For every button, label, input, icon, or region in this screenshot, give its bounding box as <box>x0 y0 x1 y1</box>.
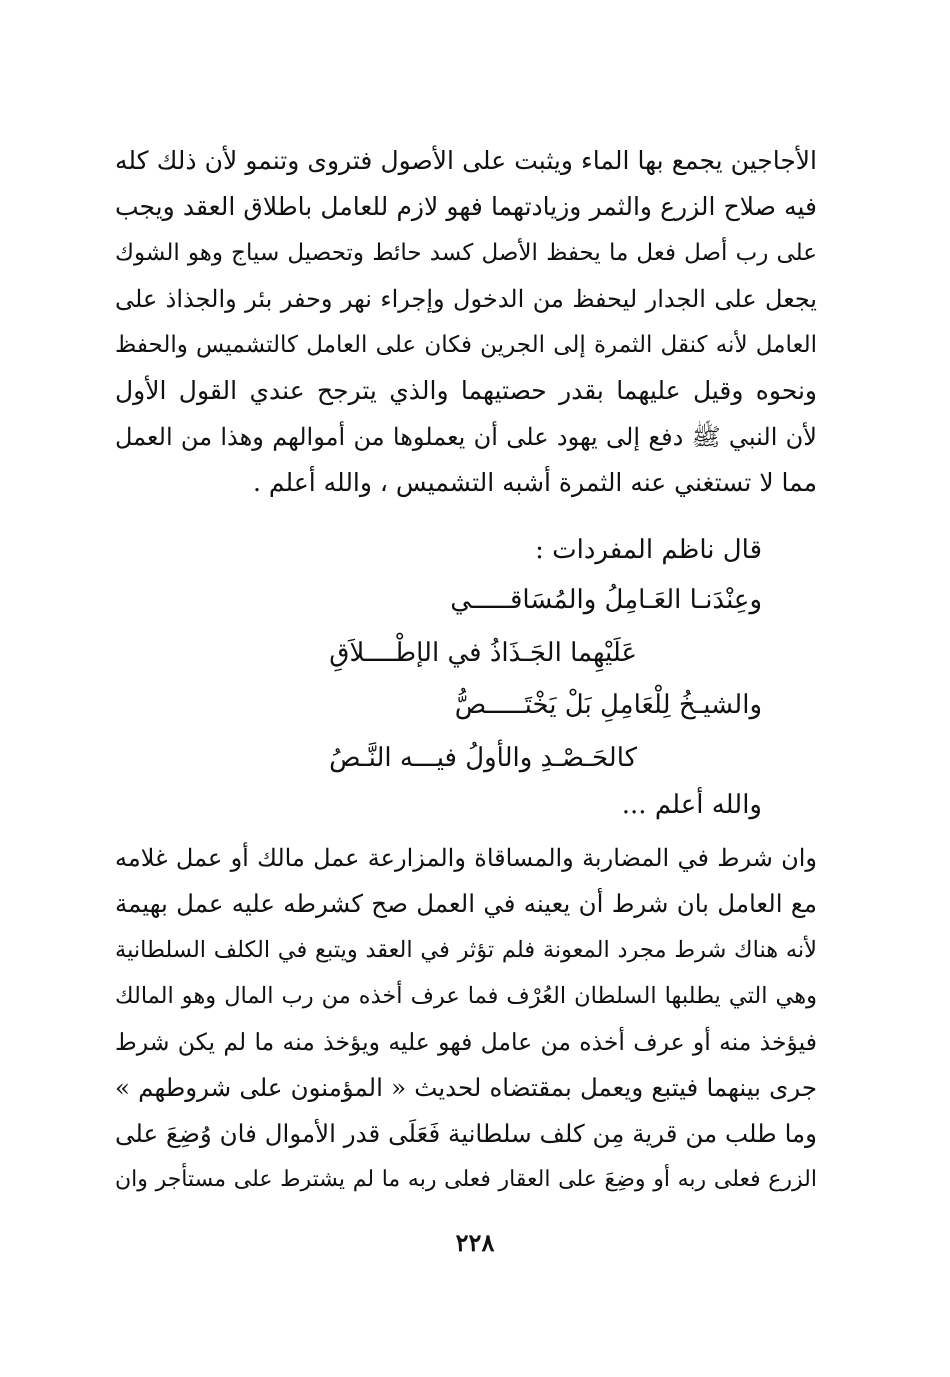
text-line: الأجاجين يجمع بها الماء ويثبت على الأصول فتروى وتنمو لأن ذلك كله <box>115 146 817 175</box>
poem-line: والشيـخُ لِلْعَامِلِ بَلْ يَخْتَـــــصُّ <box>454 690 762 720</box>
poem-line: وعِنْدَنـا العَـامِلُ والمُسَاقـــــي <box>450 585 762 615</box>
text-line: جرى بينهما فيتبع ويعمل بمقتضاه لحديث « المؤمنون على شروطهم » <box>115 1073 817 1102</box>
text-line: العامل لأنه كنقل الثمرة إلى الجرين فكان على العامل كالتشميس والحفظ <box>115 332 817 358</box>
text-line: ونحوه وقيل عليهما بقدر حصتيهما والذي يترجح عندي القول الأول <box>115 376 817 405</box>
text-line: لأنه هناك شرط مجرد المعونة فلم تؤثر في العقد ويتبع في الكلف السلطانية <box>115 937 817 963</box>
text-line: مع العامل بان شرط أن يعينه في العمل صح كشرطه عليه عمل بهيمة <box>115 889 817 918</box>
text-line: مما لا تستغني عنه الثمرة أشبه التشميس ، والله أعلم . <box>253 468 817 497</box>
text-line: وان شرط في المضاربة والمساقاة والمزارعة عمل مالك أو عمل غلامه <box>115 844 817 872</box>
page-number: ٢٢٨ <box>455 1228 495 1257</box>
poem-closing: والله أعلم ... <box>621 790 762 820</box>
text-line: وما طلب من قرية مِن كلف سلطانية فَعَلَى قدر الأموال فان وُضِعَ على <box>115 1119 817 1148</box>
text-line: فيؤخذ منه أو عرف أخذه من عامل فهو عليه ويؤخذ منه ما لم يكن شرط <box>115 1028 817 1056</box>
poem-line: كالحَـصْـدِ والأولُ فيـــه النَّـصُ <box>329 743 637 773</box>
text-line: وهي التي يطلبها السلطان العُرْف فما عرف أخذه من رب المال وهو المالك <box>115 983 817 1009</box>
poem-intro: قال ناظم المفردات : <box>535 535 762 565</box>
text-line: فيه صلاح الزرع والثمر وزيادتهما فهو لازم للعامل باطلاق العقد ويجب <box>115 192 817 221</box>
text-line: يجعل على الجدار ليحفظ من الدخول وإجراء نهر وحفر بئر والجذاذ على <box>115 285 817 313</box>
text-line: على رب أصل فعل ما يحفظ الأصل كسد حائط وتحصيل سياج وهو الشوك <box>115 240 817 266</box>
poem-line: عَلَيْهِما الجَـذَاذُ في الإطْــــلاَقِ <box>329 638 637 668</box>
paragraph-1 <box>115 138 817 506</box>
text-line: الزرع فعلى ربه أو وضِعَ على العقار فعلى ربه ما لم يشترط على مستأجر وان <box>115 1167 817 1192</box>
paragraph-2 <box>115 835 817 1203</box>
text-line: لأن النبي ﷺ دفع إلى يهود على أن يعملوها من أموالهم وهذا من العمل <box>115 423 817 451</box>
